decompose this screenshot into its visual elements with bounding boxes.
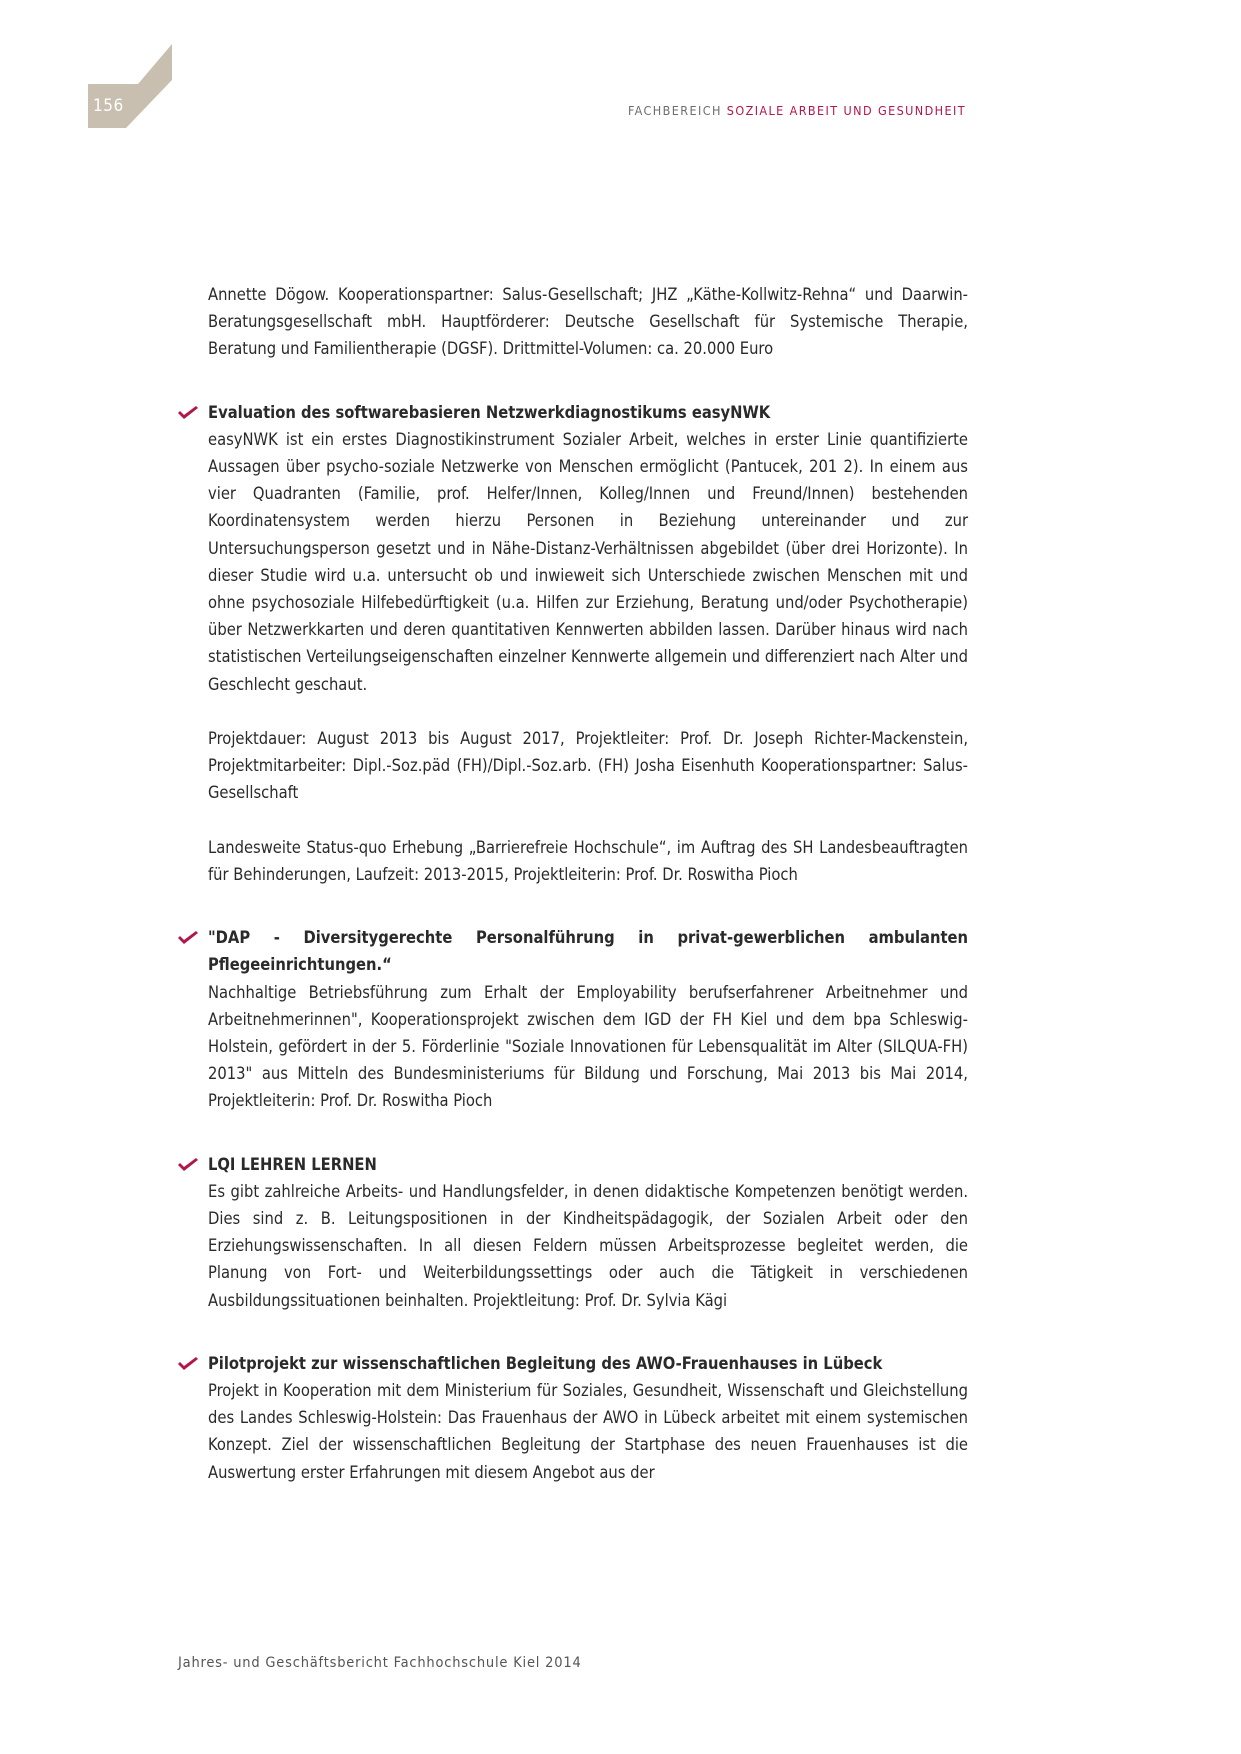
section-title: LQI LEHREN LERNEN xyxy=(208,1154,377,1174)
check-arrow-icon xyxy=(178,931,198,945)
check-arrow-icon xyxy=(178,1158,198,1172)
running-head xyxy=(628,103,966,118)
section-title: Pilotprojekt zur wissenschaftlichen Begleitung des AWO-Frauenhauses in Lübeck xyxy=(208,1353,883,1373)
section-title: Evaluation des softwarebasieren Netzwerkdiagnostikums easyNWK xyxy=(208,402,771,422)
page-number: 156 xyxy=(93,96,124,116)
section-easynwk xyxy=(208,399,968,889)
section-lqi xyxy=(208,1151,968,1314)
page-footer: Jahres- und Geschäftsbericht Fachhochschule Kiel 2014 xyxy=(178,1655,582,1671)
section-paragraph: Es gibt zahlreiche Arbeits- und Handlungsfelder, in denen didaktische Kompetenzen benötigt werden. Dies sind z. B. Leitungspositionen in der Kindheitspädagogik, der Sozialen Arbeit oder den Erziehungswissenschaften. In all diesen Feldern müssen Arbeitsprozesse begleitet werden, die Planung von Fort- und Weiterbildungssettings oder auch die Tätigkeit in verschiedenen Ausbildungssituationen beinhalten. Projektleitung: Prof. Dr. Sylvia Kägi xyxy=(208,1181,968,1310)
section-paragraph: Projekt in Kooperation mit dem Ministerium für Soziales, Gesundheit, Wissenschaft und Gleichstellung des Landes Schleswig-Holstein: Das Frauenhaus der AWO in Lübeck arbeitet mit einem systemischen Konzept. Ziel der wissenschaftlichen Begleitung der Startphase des neuen Frauenhauses ist die Auswertung erster Erfahrungen mit diesem Angebot aus der xyxy=(208,1381,968,1482)
check-arrow-icon xyxy=(178,1357,198,1371)
running-head-accent: SOZIALE ARBEIT UND GESUNDHEIT xyxy=(726,103,966,118)
section-paragraph: Projektdauer: August 2013 bis August 2017, Projektleiter: Prof. Dr. Joseph Richter-Mackenstein, Projektmitarbeiter: Dipl.-Soz.päd (FH)/Dipl.-Soz.arb. (FH) Josha Eisenhuth Kooperationspartner: Salus-Gesellschaft xyxy=(208,729,968,803)
running-head-prefix: FACHBEREICH xyxy=(627,103,722,118)
check-arrow-icon xyxy=(178,406,198,420)
section-paragraph: easyNWK ist ein erstes Diagnostikinstrument Sozialer Arbeit, welches in erster Linie quantifizierte Aussagen über psycho-soziale Netzwerke von Menschen ermöglicht (Pantucek, 201 2). In einem aus vier Quadranten (Familie, prof. Helfer/Innen, Kolleg/Innen und Freund/Innen) bestehenden Koordinatensystem werden hierzu Personen in Beziehung untereinander und zur Untersuchungsperson gesetzt und in Nähe-Distanz-Verhältnissen abgebildet (über drei Horizonte). In dieser Studie wird u.a. untersucht ob und inwieweit sich Unterschiede zwischen Menschen mit und ohne psychosoziale Hilfebedürftigkeit (u.a. Hilfen zur Erziehung, Beratung und/oder Psychotherapie) über Netzwerkkarten und deren quantitativen Kennwerten abbilden lassen. Darüber hinaus wird nach statistischen Verteilungseigenschaften einzelner Kennwerte allgemein und differenziert nach Alter und Geschlecht geschaut. xyxy=(208,429,968,694)
section-awo xyxy=(208,1350,968,1486)
body-content xyxy=(208,281,968,1486)
section-title: "DAP - Diversitygerechte Personalführung in privat-gewerblichen ambulanten Pflegeeinrichtungen.“ xyxy=(208,928,968,975)
section-paragraph: Landesweite Status-quo Erhebung „Barrierefreie Hochschule“, im Auftrag des SH Landesbeauftragten für Behinderungen, Laufzeit: 2013-2015, Projektleiterin: Prof. Dr. Roswitha Pioch xyxy=(208,837,968,885)
intro-paragraph: Annette Dögow. Kooperationspartner: Salus-Gesellschaft; JHZ „Käthe-Kollwitz-Rehna“ und Daarwin-Beratungsgesellschaft mbH. Hauptförderer: Deutsche Gesellschaft für Systemische Therapie, Beratung und Familientherapie (DGSF). Drittmittel-Volumen: ca. 20.000 Euro xyxy=(208,285,968,359)
section-dap xyxy=(208,924,968,1114)
section-paragraph: Nachhaltige Betriebsführung zum Erhalt der Employability berufserfahrener Arbeitnehmer und Arbeitnehmerinnen", Kooperationsprojekt zwischen dem IGD der FH Kiel und dem bpa Schleswig-Holstein, gefördert in der 5. Förderlinie "Soziale Innovationen für Lebensqualität im Alter (SILQUA-FH) 2013" aus Mitteln des Bundesministeriums für Bildung und Forschung, Mai 2013 bis Mai 2014, Projektleiterin: Prof. Dr. Roswitha Pioch xyxy=(208,982,968,1111)
